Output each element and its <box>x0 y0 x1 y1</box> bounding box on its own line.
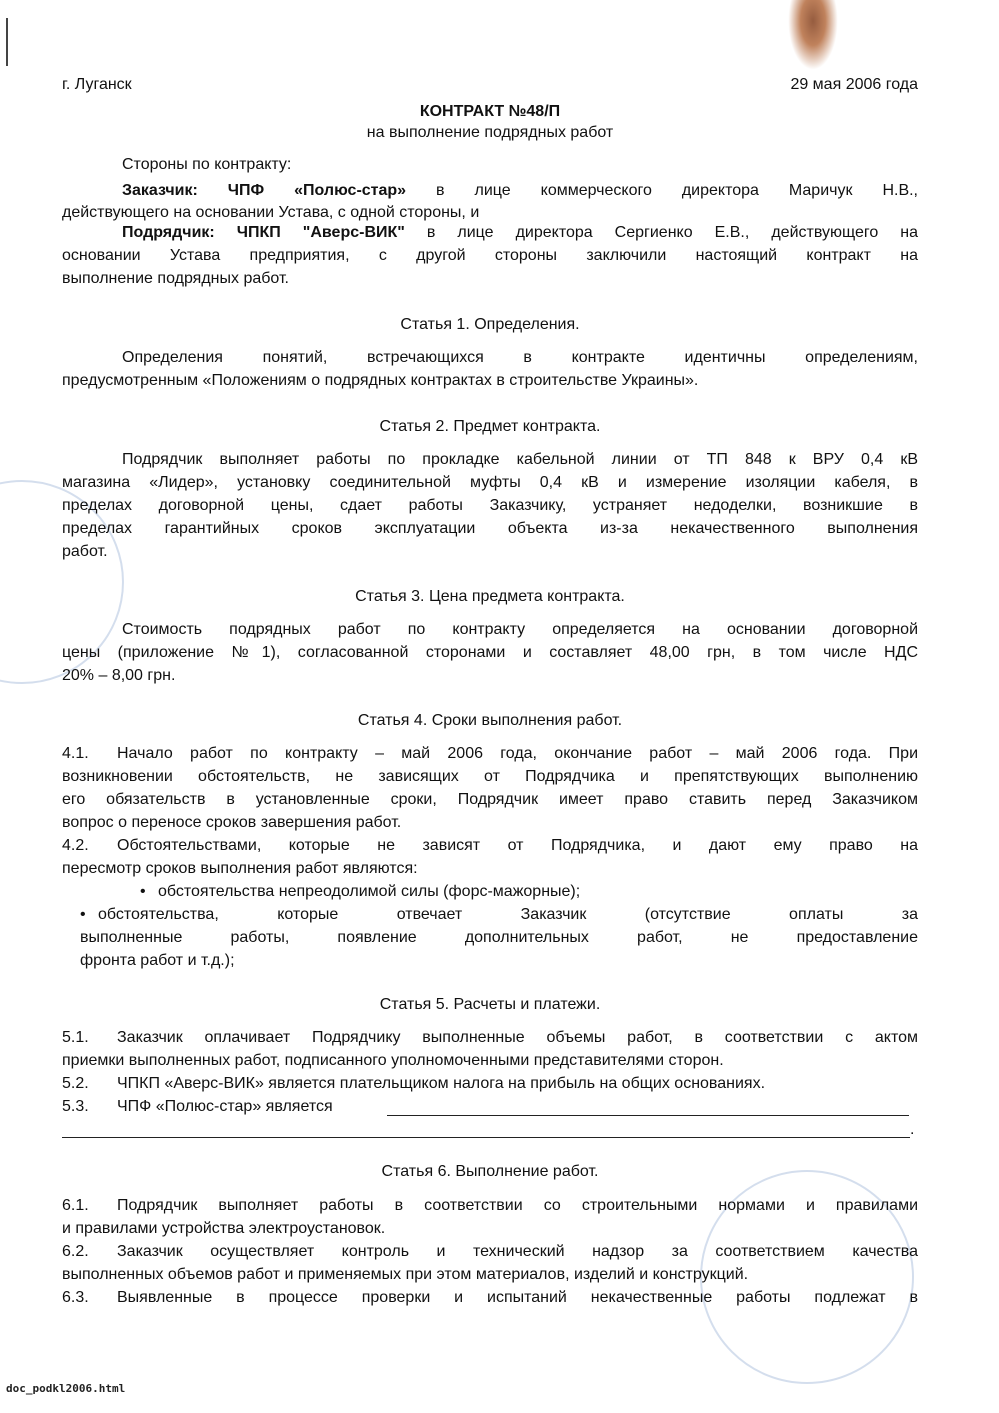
article-2-heading: Статья 2. Предмет контракта. <box>379 418 601 435</box>
clause-number: 4.1. <box>62 745 89 762</box>
parties-intro: Стороны по контракту: <box>122 156 292 173</box>
article-3-heading: Статья 3. Цена предмета контракта. <box>355 588 625 605</box>
contractor-line2: основании Устава предприятия, с другой стороны заключили настоящий контракт на <box>62 247 918 264</box>
clause-line: приемки выполненных работ, подписанного уполномоченными представителями сторон. <box>62 1052 724 1069</box>
contractor-rest: в лице директора Сергиенко Е.В., действующего на <box>404 224 919 241</box>
article-1-line: предусмотренным «Положениям о подрядных контрактах в строительстве Украины». <box>62 372 699 389</box>
contractor-label: Подрядчик: ЧПКП "Аверс-ВИК" <box>122 224 405 241</box>
edge-mark <box>6 18 8 66</box>
clause-number: 4.2. <box>62 837 89 854</box>
contract-title: КОНТРАКТ №48/П <box>419 103 561 120</box>
article-3-line: Стоимость подрядных работ по контракту определяется на основании договорной <box>122 621 918 638</box>
article-3-line: цены (приложение №1), согласованной сторонами и составляет 48,00 грн, в том числе НДС <box>62 644 918 661</box>
clause-text: ЧПКП «Аверс-ВИК» является плательщиком налога на прибыль на общих основаниях. <box>117 1075 766 1092</box>
clause-text: Выявленные в процессе проверки и испытаний некачественные работы подлежат в <box>117 1289 918 1306</box>
clause-line: возникновении обстоятельств, не зависящих от Подрядчика и препятствующих выполнению <box>62 768 918 785</box>
clause-line: его обязательств в установленные сроки, Подрядчик имеет право ставить перед Заказчиком <box>62 791 918 808</box>
clause-4-2 <box>62 837 918 855</box>
customer-rest: в лице коммерческого директора Маричук Н.В., <box>406 182 919 199</box>
article-1-heading: Статья 1. Определения. <box>400 316 580 333</box>
paper-stain <box>788 0 838 70</box>
article-2-line: пределах договорной цены, сдает работы Заказчику, устраняет недоделки, возникшие в <box>62 497 918 514</box>
clause-6-2 <box>62 1243 918 1261</box>
header-line <box>62 76 918 94</box>
bullet-text: обстоятельства непреодолимой силы (форс-мажорные); <box>158 883 581 900</box>
blank-fill-line <box>62 1137 910 1138</box>
clause-number: 5.1. <box>62 1029 89 1046</box>
clause-text: Заказчик осуществляет контроль и технический надзор за соответствием качества <box>117 1243 918 1260</box>
clause-line: выполненных объемов работ и применяемых при этом материалов, изделий и конструкций. <box>62 1266 749 1283</box>
clause-number: 6.3. <box>62 1289 89 1306</box>
contractor-line3: выполнение подрядных работ. <box>62 270 289 287</box>
clause-5-1 <box>62 1029 918 1047</box>
article-5-heading: Статья 5. Расчеты и платежи. <box>379 996 601 1013</box>
bullet-text: выполненные работы, появление дополнительных работ, не предоставление <box>80 929 918 946</box>
clause-text: Обстоятельствами, которые не зависят от Подрядчика, и дают ему право на <box>117 837 918 854</box>
clause-text: ЧПФ «Полюс-стар» является <box>117 1098 333 1115</box>
clause-text: Подрядчик выполняет работы в соответствии со строительными нормами и правилами <box>117 1197 918 1214</box>
blank-line-end: . <box>910 1121 915 1138</box>
clause-number: 6.1. <box>62 1197 89 1214</box>
blank-fill-line <box>387 1115 909 1116</box>
clause-6-3 <box>62 1289 918 1307</box>
clause-text: Заказчик оплачивает Подрядчику выполненные объемы работ, в соответствии с актом <box>117 1029 918 1046</box>
bullet-text: обстоятельства, которые отвечает Заказчик (отсутствие оплаты за <box>98 906 918 923</box>
clause-5-3 <box>62 1098 918 1116</box>
clause-4-1 <box>62 745 918 763</box>
article-3-line: 20% – 8,00 грн. <box>62 667 176 684</box>
bullet-line: фронта работ и т.д.); <box>80 952 235 969</box>
contract-subtitle: на выполнение подрядных работ <box>366 124 614 141</box>
clause-line: пересмотр сроков выполнения работ являются: <box>62 860 418 877</box>
clause-text: Начало работ по контракту – май 2006 года, окончание работ – май 2006 года. При <box>117 745 918 762</box>
clause-number: 5.2. <box>62 1075 89 1092</box>
article-1-line: Определения понятий, встречающихся в контракте идентичны определениям, <box>122 349 918 366</box>
bullet-icon: • <box>80 906 86 923</box>
clause-5-2 <box>62 1075 918 1093</box>
city: г. Луганск <box>62 76 132 93</box>
source-filename: doc_podkl2006.html <box>6 1382 126 1395</box>
bullet-item <box>80 906 918 924</box>
article-2-line: работ. <box>62 543 108 560</box>
article-6-heading: Статья 6. Выполнение работ. <box>381 1163 599 1180</box>
article-2-line: пределах гарантийных сроков эксплуатации объекта из-за некачественного выполнения <box>62 520 918 537</box>
article-2-line: магазина «Лидер», установку соединительной муфты 0,4 кВ и измерение изоляции кабеля, в <box>62 474 918 491</box>
clause-line: и правилами устройства электроустановок. <box>62 1220 386 1237</box>
article-2-line: Подрядчик выполняет работы по прокладке кабельной линии от ТП 848 к ВРУ 0,4 кВ <box>122 451 918 468</box>
clause-number: 5.3. <box>62 1098 89 1115</box>
clause-number: 6.2. <box>62 1243 89 1260</box>
clause-line: вопрос о переносе сроков завершения работ. <box>62 814 402 831</box>
customer-line2: действующего на основании Устава, с одной стороны, и <box>62 204 480 221</box>
contractor-line <box>62 224 918 242</box>
customer-label: Заказчик: ЧПФ «Полюс-стар» <box>122 182 407 199</box>
clause-6-1 <box>62 1197 918 1215</box>
article-4-heading: Статья 4. Сроки выполнения работ. <box>357 712 623 729</box>
bullet-line <box>80 929 918 947</box>
customer-line <box>62 182 918 200</box>
bullet-icon: • <box>140 883 146 900</box>
contract-date: 29 мая 2006 года <box>790 76 918 93</box>
